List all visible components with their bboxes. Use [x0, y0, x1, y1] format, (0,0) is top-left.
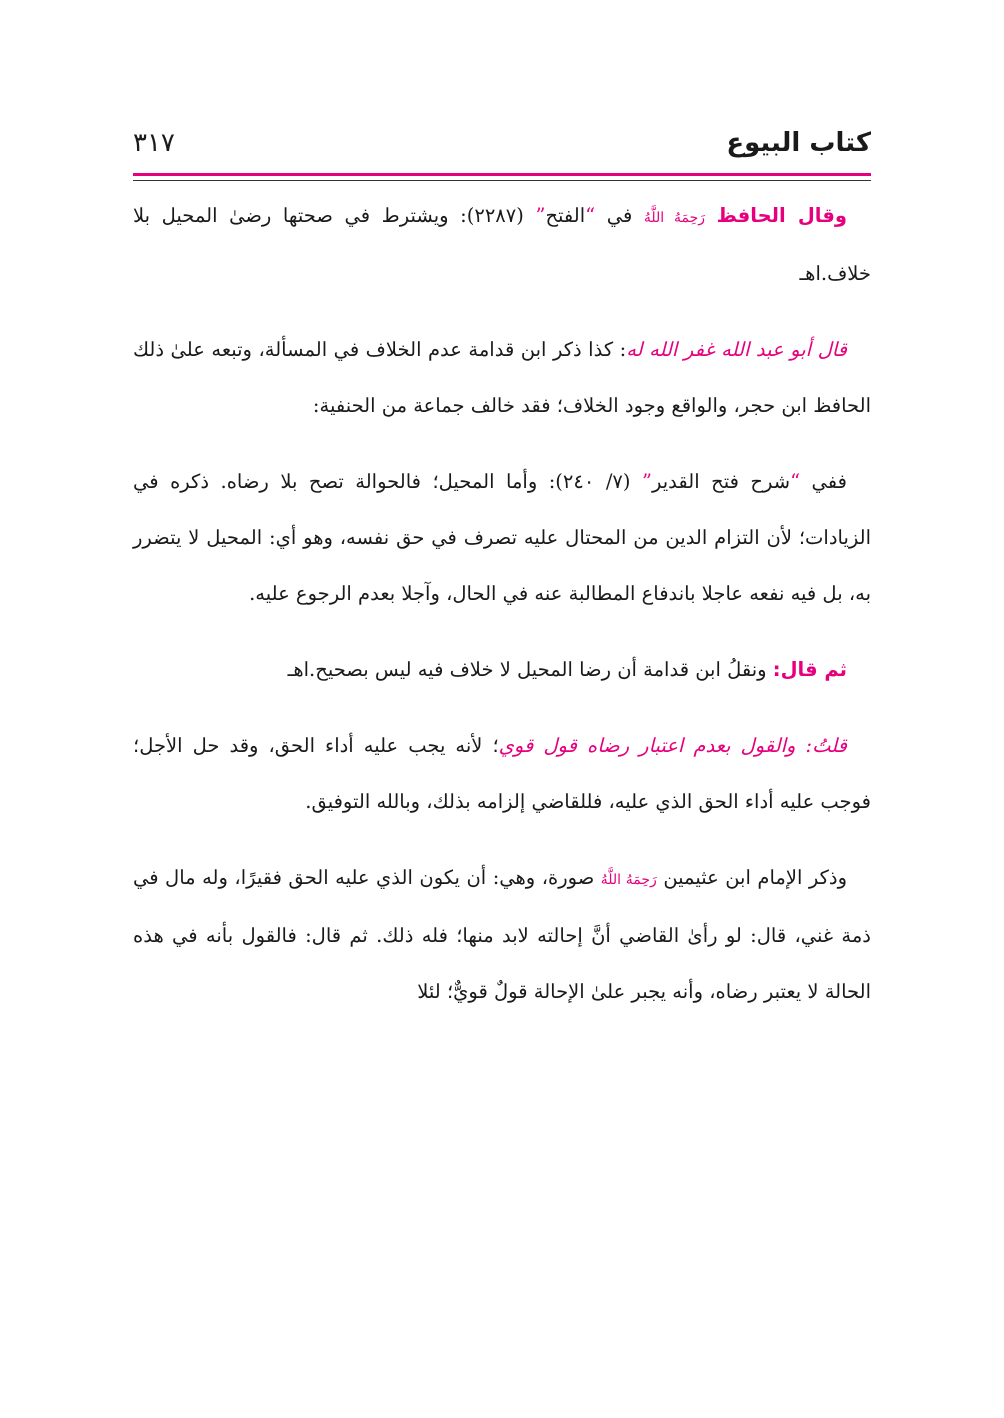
paragraph-3	[133, 454, 871, 622]
paragraph-text: (٧/ ٢٤٠): وأما المحيل؛ فالحوالة تصح بلا رضاه. ذكره في الزيادات؛ لأن التزام الدين من المحتال عليه تصرف في حق نفسه، وهو أي: المحيل لا يتضرر به، بل فيه نفعه عاجلا باندفاع المطالبة عنه في الحال، وآجلا بعدم الرجوع عليه.	[133, 470, 871, 605]
page-number: ٣١٧	[133, 128, 175, 158]
author-label: قال أبو عبد الله غفر الله له	[626, 338, 847, 361]
paragraph-6	[133, 850, 871, 1020]
paragraph-text: (٢٢٨٧): ويشترط في صحتها رضىٰ المحيل بلا خلاف.اهـ	[133, 204, 871, 285]
paragraph-text: صورة، وهي: أن يكون الذي عليه الحق فقيرًا، وله مال في ذمة غني، قال: لو رأىٰ القاضي أنَّ إحالته لابد منها؛ فله ذلك. ثم قال: فالقول بأنه في هذه الحالة لا يعتبر رضاه، وأنه يجبر علىٰ الإحالة قولٌ قويٌّ؛ لئلا	[133, 866, 871, 1003]
paragraph-text: ونقلُ ابن قدامة أن رضا المحيل لا خلاف فيه ليس بصحيح.اهـ	[287, 658, 773, 681]
header-rule-thick	[133, 173, 871, 176]
paragraph-text: وذكر الإمام ابن عثيمين	[656, 866, 848, 889]
then-said-label: ثم قال:	[772, 658, 847, 681]
paragraph-4	[133, 642, 871, 698]
paragraph-text: : كذا ذكر ابن قدامة عدم الخلاف في المسألة، وتبعه علىٰ ذلك الحافظ ابن حجر، والواقع وجود الخلاف؛ فقد خالف جماعة من الحنفية:	[133, 338, 871, 417]
speaker-label: وقال الحافظ	[716, 204, 847, 227]
page-body	[133, 188, 871, 1040]
author-comment-lead: قلتُ	[812, 734, 847, 757]
quote-open: “	[585, 204, 596, 227]
header-rule-thin	[133, 180, 871, 181]
page	[133, 118, 871, 1003]
source-title: شرح فتح القدير	[651, 470, 791, 493]
honorific-mark: رَحِمَهُ اللَّهُ	[643, 210, 706, 226]
paragraph-text: في	[595, 204, 644, 227]
paragraph-2	[133, 322, 871, 434]
quote-open: “	[790, 470, 801, 493]
paragraph-1	[133, 188, 871, 302]
paragraph-5	[133, 718, 871, 830]
honorific-mark: رَحِمَهُ اللَّهُ	[600, 872, 657, 888]
source-title: الفتح	[545, 204, 586, 227]
paragraph-text: ؛ لأنه يجب عليه أداء الحق، وقد حل الأجل؛ فوجب عليه أداء الحق الذي عليه، فللقاضي إلزامه بذلك، وبالله التوفيق.	[133, 734, 871, 813]
page-header	[133, 118, 871, 170]
book-title: كتاب البيوع	[726, 128, 871, 158]
author-comment-highlight: : والقول بعدم اعتبار رضاه قول قوي	[498, 734, 813, 757]
quote-close: ”	[641, 470, 652, 493]
paragraph-text: ففي	[800, 470, 847, 493]
quote-close: ”	[535, 204, 546, 227]
